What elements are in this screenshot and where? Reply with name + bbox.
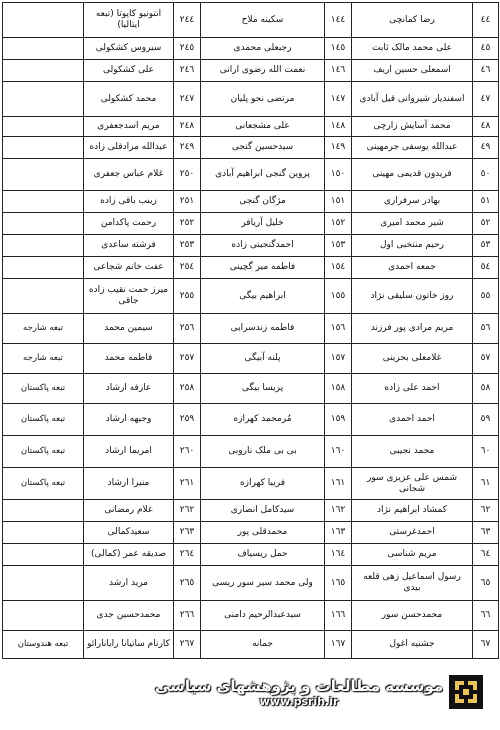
row-number: ١٥٤ — [325, 257, 352, 279]
row-number: ٢٦٤ — [174, 544, 201, 566]
name-cell: مژگان گنجی — [201, 191, 325, 213]
table-row — [3, 522, 499, 544]
nationality-note — [3, 601, 84, 631]
name-cell: احمدگنجینی زاده — [201, 235, 325, 257]
name-cell: پریسا بیگی — [201, 374, 325, 404]
row-number: ٤٤ — [473, 3, 499, 38]
row-number: ٥٦ — [473, 314, 499, 344]
name-cell: غلام رمضانی — [84, 500, 174, 522]
row-number: ٥٨ — [473, 374, 499, 404]
row-number: ٦١ — [473, 468, 499, 500]
row-number: ٥٤ — [473, 257, 499, 279]
table-row — [3, 544, 499, 566]
table-row — [3, 631, 499, 659]
nationality-note — [3, 213, 84, 235]
name-cell: سعیدکمالی — [84, 522, 174, 544]
row-number: ١٦١ — [325, 468, 352, 500]
row-number: ٥٧ — [473, 344, 499, 374]
row-number: ٤٩ — [473, 137, 499, 159]
table-row — [3, 38, 499, 60]
name-cell: رسول اسماعیل زهی قلعه بیدی — [352, 566, 473, 601]
name-cell: پلنه آبیگی — [201, 344, 325, 374]
row-number: ٤٨ — [473, 117, 499, 137]
nationality-note — [3, 257, 84, 279]
name-cell: احمد علی زاده — [352, 374, 473, 404]
row-number: ٦٧ — [473, 631, 499, 659]
row-number: ٢٥٥ — [174, 279, 201, 314]
name-cell: احمد احمدی — [352, 404, 473, 436]
name-cell: پروین گنجی ابراهیم آبادی — [201, 159, 325, 191]
table-body — [3, 3, 499, 659]
name-cell: محمد کشکولی — [84, 82, 174, 117]
row-number: ١٤٤ — [325, 3, 352, 38]
row-number: ١٤٥ — [325, 38, 352, 60]
row-number: ٦٥ — [473, 566, 499, 601]
name-cell: اسفندیار شیروانی قیل آبادی — [352, 82, 473, 117]
name-cell: محمدقلی پور — [201, 522, 325, 544]
row-number: ٢٦٠ — [174, 436, 201, 468]
nationality-note — [3, 137, 84, 159]
nationality-note: تبعه پاکستان — [3, 404, 84, 436]
name-cell: سیدعبدالرحیم دامنی — [201, 601, 325, 631]
row-number: ٢٥٨ — [174, 374, 201, 404]
name-cell: محمدحسن سور — [352, 601, 473, 631]
row-number: ٢٦٢ — [174, 500, 201, 522]
name-cell: خلیل آریافر — [201, 213, 325, 235]
row-number: ٢٦١ — [174, 468, 201, 500]
name-cell: احمدغرستی — [352, 522, 473, 544]
name-cell: شمس علی عزیزی سور شجانی — [352, 468, 473, 500]
row-number: ٢٥١ — [174, 191, 201, 213]
name-cell: رحیم منتخبی اول — [352, 235, 473, 257]
table-row — [3, 137, 499, 159]
row-number: ١٥٥ — [325, 279, 352, 314]
nationality-note — [3, 3, 84, 38]
row-number: ٢٤٨ — [174, 117, 201, 137]
nationality-note — [3, 82, 84, 117]
row-number: ٢٥٤ — [174, 257, 201, 279]
name-cell: زینب باقی زاده — [84, 191, 174, 213]
nationality-note — [3, 544, 84, 566]
name-cell: مریم شناسی — [352, 544, 473, 566]
name-cell: عارفه ارشاد — [84, 374, 174, 404]
name-cell: فاطمه زندسرایی — [201, 314, 325, 344]
row-number: ٦٠ — [473, 436, 499, 468]
row-number: ٦٦ — [473, 601, 499, 631]
name-cell: سکینه ملاح — [201, 3, 325, 38]
name-cell: بی بی ملک ناروبی — [201, 436, 325, 468]
table-row — [3, 60, 499, 82]
nationality-note — [3, 117, 84, 137]
row-number: ١٥٦ — [325, 314, 352, 344]
table-row — [3, 500, 499, 522]
row-number: ١٤٦ — [325, 60, 352, 82]
name-cell: مُرمحمد کهرازه — [201, 404, 325, 436]
name-cell: محمدحسین جدی — [84, 601, 174, 631]
name-cell: علی محمد مالک ثابت — [352, 38, 473, 60]
row-number: ٢٤٥ — [174, 38, 201, 60]
name-cell: انتونیو کاپوتا (تبعه ایتالیا) — [84, 3, 174, 38]
name-cell: رحمت پاکدامن — [84, 213, 174, 235]
name-cell: فرشته ساعدی — [84, 235, 174, 257]
name-cell: غلامعلی بحرینی — [352, 344, 473, 374]
name-cell: رضا کمانچی — [352, 3, 473, 38]
name-cell: محمد آسایش زارچی — [352, 117, 473, 137]
table-row — [3, 566, 499, 601]
row-number: ٢٤٩ — [174, 137, 201, 159]
row-number: ١٤٩ — [325, 137, 352, 159]
nationality-note — [3, 235, 84, 257]
name-cell: مرید ارشد — [84, 566, 174, 601]
name-cell: سیروس کشکولی — [84, 38, 174, 60]
row-number: ١٤٧ — [325, 82, 352, 117]
name-cell: وجیهه ارشاد — [84, 404, 174, 436]
row-number: ٢٦٥ — [174, 566, 201, 601]
nationality-note: تبعه پاکستان — [3, 468, 84, 500]
table-row — [3, 191, 499, 213]
name-cell: غلام عباس جعفری — [84, 159, 174, 191]
name-cell: محمد نجیبی — [352, 436, 473, 468]
name-cell: شیر محمد امیری — [352, 213, 473, 235]
nationality-note — [3, 566, 84, 601]
table-row — [3, 468, 499, 500]
watermark — [155, 672, 498, 712]
name-cell: علی کشکولی — [84, 60, 174, 82]
name-cell: کمشاد ابراهیم نژاد — [352, 500, 473, 522]
watermark-title: موسسه مطالعات و پژوهشهای سیاسی — [155, 676, 444, 695]
name-cell: جشنیه اغول — [352, 631, 473, 659]
row-number: ٢٥٣ — [174, 235, 201, 257]
row-number: ٢٤٤ — [174, 3, 201, 38]
row-number: ١٦٧ — [325, 631, 352, 659]
name-cell: عبدالله مرادقلی زاده — [84, 137, 174, 159]
row-number: ١٦٤ — [325, 544, 352, 566]
row-number: ٥١ — [473, 191, 499, 213]
name-cell: علی مشجعانی — [201, 117, 325, 137]
watermark-url: www.psrih.ir — [259, 694, 339, 708]
table-row — [3, 314, 499, 344]
name-cell: ولی محمد سیر سور ریسی — [201, 566, 325, 601]
table-row — [3, 404, 499, 436]
name-cell: امریما ارشاد — [84, 436, 174, 468]
name-cell: جمانه — [201, 631, 325, 659]
nationality-note — [3, 38, 84, 60]
table-row — [3, 601, 499, 631]
table-row — [3, 82, 499, 117]
row-number: ٢٥٢ — [174, 213, 201, 235]
name-cell: اسمعلی حسین اریف — [352, 60, 473, 82]
row-number: ٥٣ — [473, 235, 499, 257]
nationality-note: تبعه پاکستان — [3, 436, 84, 468]
row-number: ٦٣ — [473, 522, 499, 544]
row-number: ١٥٠ — [325, 159, 352, 191]
name-cell: کارنام ساتیانا رایانارائو — [84, 631, 174, 659]
table-row — [3, 436, 499, 468]
name-cell: ابراهیم بیگی — [201, 279, 325, 314]
table-row — [3, 344, 499, 374]
table-row — [3, 279, 499, 314]
row-number: ٤٥ — [473, 38, 499, 60]
row-number: ٢٤٦ — [174, 60, 201, 82]
name-cell: مرتضی نحو پلیان — [201, 82, 325, 117]
name-cell: فاطمه میر گچینی — [201, 257, 325, 279]
name-cell: رجبعلی محمدی — [201, 38, 325, 60]
name-cell: سیدحسین گنجی — [201, 137, 325, 159]
name-cell: صدیقه عمر (کمالی) — [84, 544, 174, 566]
row-number: ٢٥٦ — [174, 314, 201, 344]
row-number: ١٥٨ — [325, 374, 352, 404]
table-row — [3, 3, 499, 38]
row-number: ٢٤٧ — [174, 82, 201, 117]
name-cell: نعمت الله رضوی ارانی — [201, 60, 325, 82]
row-number: ٢٥٧ — [174, 344, 201, 374]
row-number: ١٥٢ — [325, 213, 352, 235]
row-number: ٦٤ — [473, 544, 499, 566]
row-number: ٥٠ — [473, 159, 499, 191]
row-number: ١٦٢ — [325, 500, 352, 522]
row-number: ١٦٥ — [325, 566, 352, 601]
nationality-note: تبعه شارجه — [3, 344, 84, 374]
row-number: ١٥٣ — [325, 235, 352, 257]
row-number: ١٥٩ — [325, 404, 352, 436]
row-number: ٢٦٧ — [174, 631, 201, 659]
nationality-note — [3, 522, 84, 544]
table-row — [3, 117, 499, 137]
name-cell: مریم مرادی پور فرزند — [352, 314, 473, 344]
nationality-note — [3, 159, 84, 191]
row-number: ١٦٠ — [325, 436, 352, 468]
nationality-note — [3, 191, 84, 213]
name-cell: بهادر سرفرازی — [352, 191, 473, 213]
table-row — [3, 235, 499, 257]
table-row — [3, 159, 499, 191]
name-cell: منیرا ارشاد — [84, 468, 174, 500]
nationality-note — [3, 60, 84, 82]
row-number: ١٥٧ — [325, 344, 352, 374]
row-number: ٥٢ — [473, 213, 499, 235]
name-cell: سیدکامل انصاری — [201, 500, 325, 522]
name-cell: سیمین محمد — [84, 314, 174, 344]
row-number: ١٥١ — [325, 191, 352, 213]
row-number: ٥٥ — [473, 279, 499, 314]
table-row — [3, 213, 499, 235]
table-row — [3, 257, 499, 279]
row-number: ١٦٦ — [325, 601, 352, 631]
row-number: ٥٩ — [473, 404, 499, 436]
row-number: ٢٦٣ — [174, 522, 201, 544]
nationality-note: تبعه هندوستان — [3, 631, 84, 659]
name-cell: عفت خانم شجاعی — [84, 257, 174, 279]
row-number: ٤٧ — [473, 82, 499, 117]
nationality-note: تبعه پاکستان — [3, 374, 84, 404]
name-cell: فریبا کهرازه — [201, 468, 325, 500]
row-number: ١٤٨ — [325, 117, 352, 137]
table-row — [3, 374, 499, 404]
row-number: ٢٥٠ — [174, 159, 201, 191]
row-number: ٢٦٦ — [174, 601, 201, 631]
name-cell: روز خاتون سلیقی نژاد — [352, 279, 473, 314]
names-table — [2, 2, 499, 659]
row-number: ٢٥٩ — [174, 404, 201, 436]
name-cell: حمل ریسیاف — [201, 544, 325, 566]
institute-logo-icon — [449, 675, 483, 709]
row-number: ٤٦ — [473, 60, 499, 82]
row-number: ١٦٣ — [325, 522, 352, 544]
row-number: ٦٢ — [473, 500, 499, 522]
name-cell: جمعه احمدی — [352, 257, 473, 279]
name-cell: فریدون قدیمی مهینی — [352, 159, 473, 191]
name-cell: میرز حمت نقیب زاده جاقی — [84, 279, 174, 314]
name-cell: مریم اسدجعفری — [84, 117, 174, 137]
nationality-note — [3, 279, 84, 314]
name-cell: عبدالله یوسفی جرمهینی — [352, 137, 473, 159]
nationality-note: تبعه شارجه — [3, 314, 84, 344]
name-cell: فاطمه محمد — [84, 344, 174, 374]
nationality-note — [3, 500, 84, 522]
